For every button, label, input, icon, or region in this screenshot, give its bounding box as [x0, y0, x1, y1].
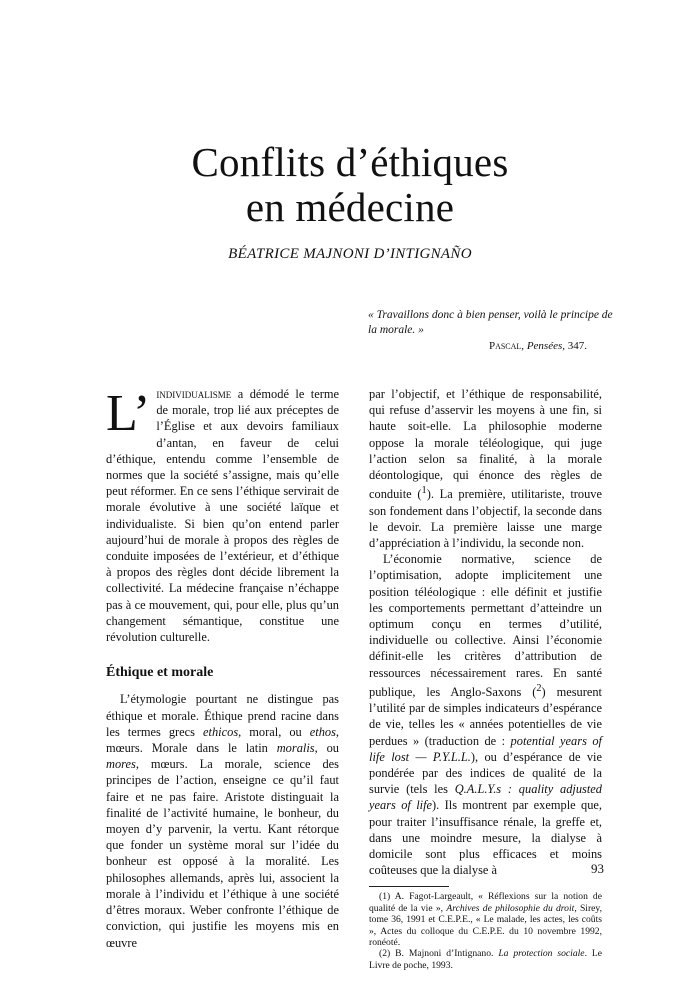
- text-run: , moral, ou: [238, 724, 310, 739]
- title-line-2: en médecine: [245, 184, 455, 230]
- text-run: (1) A. Fagot-Largeault, « Réflexions sur la notion de qualité de la vie »,: [369, 891, 602, 914]
- text-run: L’étymologie pourtant ne distingue pas éthique et morale. Éthique prend racine dans les termes grecs: [106, 692, 339, 739]
- article-title: [0, 140, 700, 230]
- text-run: ). La première, utilitariste, trouve son fondement dans l’objectif, la seconde dans le devoir. La première laisse une marge d’appréciation à l’individu, la seconde non.: [369, 487, 602, 550]
- term-ethos: ethos: [309, 724, 336, 739]
- text-run: ). Ils montrent par exemple que, pour traiter l’insuffisance rénale, la greffe et, dans une moindre mesure, la dialyse à domicile sont plus efficaces et moins coûteuses que la dialyse à: [369, 798, 603, 878]
- section-heading: Éthique et morale: [106, 665, 214, 681]
- epigraph-source-ref: 347.: [567, 340, 587, 352]
- epigraph-source-work: Pensées,: [526, 340, 565, 352]
- lead-word: individualisme: [156, 387, 232, 401]
- term-pyll: potential years of life lost — P.Y.L.L.: [369, 733, 602, 764]
- drop-cap: L’: [106, 385, 151, 442]
- epigraph-quote: « Travaillons donc à bien penser, voilà le principe de la morale. »: [368, 309, 613, 336]
- footnote-ref-1: 1: [421, 485, 427, 497]
- text-run: , mœurs. La morale, science des principes de l’action, enseigne ce qu’il faut faire et ne pas faire. Aristote distinguait la finalité de l’activité humaine, le bonheur, du moyen d’y parvenir, la vertu. Kant rétorque que fonder un système moral sur l’idée du bonheur est opposé à la moralité. Les philosophes allemands, après lui, associent la morale à l’individu et l’éthique à une société d’êtres moraux. Weber confronte l’éthique de conviction, qui justifie les moyens mis en œuvre: [106, 757, 339, 950]
- text-run: ) mesurent l’utilité par de simples indicateurs d’espérance de vie, telles les « années potentielles de vie perdues » (traduction de :: [369, 684, 602, 748]
- text-run: L’économie normative, science de l’optimisation, adopte implicitement une position téléologique : elle définit et justifie les comportements permettant d’atteindre un optimum conçu en termes d’utilité, individuelle ou collective. Ainsi l’économie définit-elle les critères d’attribution de ressources nécessairement rares. En santé publique, les Anglo-Saxons (: [369, 552, 602, 699]
- term-moralis: moralis: [276, 741, 315, 756]
- text-run: par l’objectif, et l’éthique de responsabilité, qui refuse d’asservir les moyens à une fin, si haute soit-elle. La philosophie moderne oppose la morale téléologique, qui juge l’action selon sa finalité, à la morale déontologique, qui énonce des règles de conduite (: [369, 387, 602, 502]
- page-number: 93: [591, 861, 604, 876]
- epigraph-source: [368, 340, 587, 352]
- text-run: , ou: [314, 741, 339, 756]
- text-run: , Sirey, tome 36, 1991 et C.E.P.E., « Le malade, les actes, les coûts », Actes du colloque du C.E.P.E. du 10 novembre 1992, ronéoté.: [369, 902, 602, 948]
- footnote-2: [369, 948, 602, 971]
- footnote-divider: [369, 886, 449, 887]
- text-run: (2) B. Majnoni d’Intignano.: [379, 948, 499, 960]
- journal-title: Archives de philosophie du droit: [446, 902, 575, 914]
- text-run: ), ou d’espérance de vie pondérée par des indices de qualité de la survie (tels les: [369, 749, 603, 797]
- footnotes: [369, 891, 602, 971]
- term-mores: mores: [106, 757, 136, 772]
- right-column: [369, 386, 602, 971]
- intro-paragraph: [106, 386, 339, 645]
- left-column: [106, 386, 339, 951]
- continuation-paragraph: [369, 386, 602, 551]
- economics-paragraph: [369, 551, 602, 878]
- footnote-1: [369, 891, 602, 948]
- footnote-ref-2: 2: [536, 682, 542, 694]
- text-run: . Le Livre de poche, 1993.: [369, 948, 602, 971]
- intro-text: a démodé le terme de morale, trop lié aux préceptes de l’Église et aux devoirs familiaux d’antan, en faveur de celui d’éthique, entendu comme l’ensemble de normes que la société s’assigne, mais qu’elle peut réformer. En ce sens l’éthique servirait de morale évolutive à une société laïque et individualiste. Si bien qu’on entend parler aujourd’hui de morale à propos des règles de conduite imposées de l’extérieur, et d’éthique à propos des règles dont décide librement la collectivité. La médecine française n’échappe pas à ce mouvement, qui, pour elle, plus qu’un changement sémantique, constitue une révolution culturelle.: [106, 387, 339, 645]
- term-ethicos: ethicos: [203, 724, 239, 739]
- term-qalys: Q.A.L.Y.s : quality adjusted years of life: [369, 782, 602, 813]
- book-title: La protection sociale: [498, 948, 585, 960]
- title-line-1: Conflits d’éthiques: [191, 139, 509, 185]
- epigraph-source-author: Pascal,: [488, 340, 525, 352]
- text-run: , mœurs. Morale dans le latin: [106, 724, 340, 756]
- etymology-paragraph: [106, 691, 339, 950]
- author-name: BÉATRICE MAJNONI D’INTIGNAÑO: [228, 246, 472, 262]
